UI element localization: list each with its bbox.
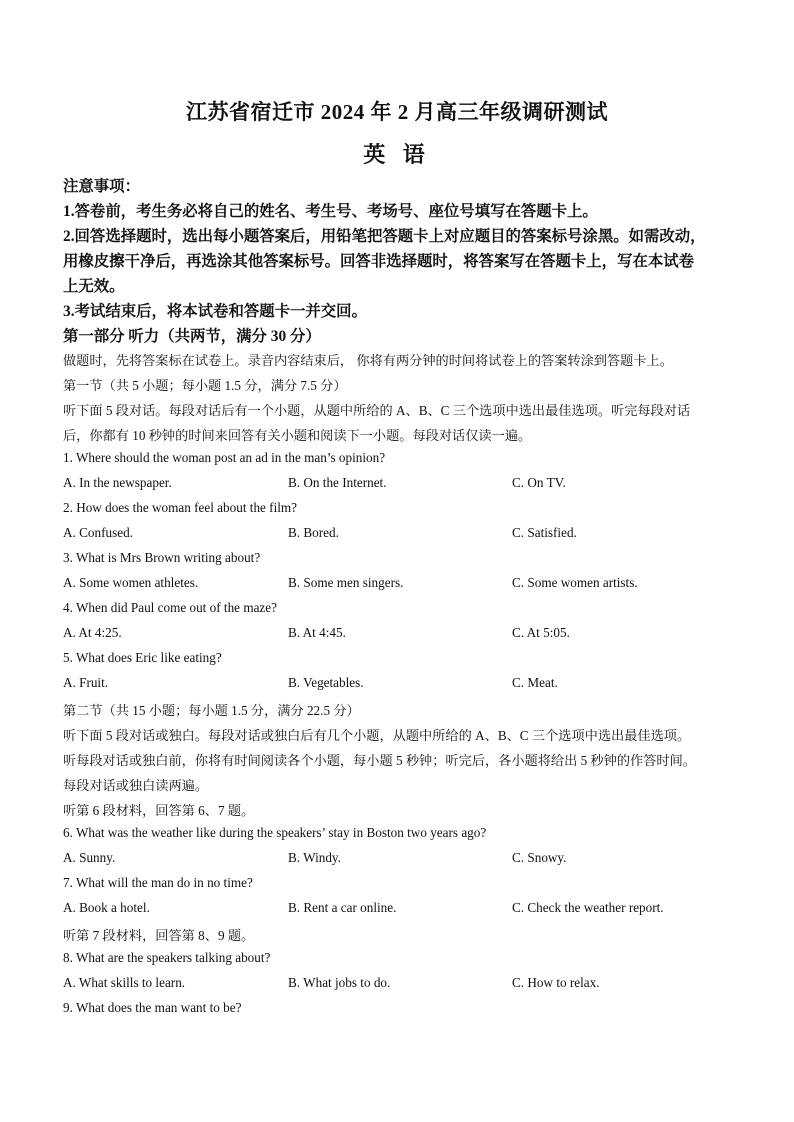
material-6-heading: 听第 6 段材料，回答第 6、7 题。: [63, 803, 255, 818]
notice-item-2-end: 上无效。: [63, 278, 125, 295]
question-7-option-b: B. Rent a car online.: [288, 900, 397, 915]
notice-heading: 注意事项：: [63, 178, 140, 195]
question-7-option-c: C. Check the weather report.: [512, 900, 664, 915]
question-6-option-c: C. Snowy.: [512, 850, 567, 865]
material-7-heading: 听第 7 段材料，回答第 8、9 题。: [63, 928, 255, 943]
notice-item-2-cont: 用橡皮擦干净后，再选涂其他答案标号。回答非选择题时，将答案写在答题卡上，写在本试卷: [63, 253, 695, 270]
question-4: 4. When did Paul come out of the maze?: [63, 600, 277, 615]
exam-title: 江苏省宿迁市 2024 年 2 月高三年级调研测试: [186, 100, 608, 124]
question-3-option-c: C. Some women artists.: [512, 575, 638, 590]
question-4-option-c: C. At 5:05.: [512, 625, 570, 640]
section2-heading: 第二节（共 15 小题；每小题 1.5 分，满分 22.5 分）: [63, 703, 360, 718]
notice-item-1: 1.答卷前，考生务必将自己的姓名、考生号、考场号、座位号填写在答题卡上。: [63, 203, 598, 220]
question-7-option-a: A. Book a hotel.: [63, 900, 150, 915]
section2-instructions: 听下面 5 段对话或独白。每段对话或独白后有几个小题，从题中所给的 A、B、C 三个选项中选出最佳选项。: [63, 728, 691, 743]
question-1-option-a: A. In the newspaper.: [63, 475, 172, 490]
question-5-option-a: A. Fruit.: [63, 675, 109, 690]
question-5-option-c: C. Meat.: [512, 675, 558, 690]
question-8-option-c: C. How to relax.: [512, 975, 600, 990]
question-2-option-c: C. Satisfied.: [512, 525, 577, 540]
section2-instructions-cont: 听每段对话或独白前，你将有时间阅读各个小题，每小题 5 秒钟；听完后，各小题将给出 5 秒钟的作答时间。: [63, 753, 696, 768]
section1-instructions: 听下面 5 段对话。每段对话后有一个小题，从题中所给的 A、B、C 三个选项中选出最佳选项。听完每段对话: [63, 403, 691, 418]
question-5-option-b: B. Vegetables.: [288, 675, 364, 690]
question-8: 8. What are the speakers talking about?: [63, 950, 271, 965]
question-8-option-b: B. What jobs to do.: [288, 975, 391, 990]
notice-item-2: 2.回答选择题时，选出每小题答案后，用铅笔把答题卡上对应题目的答案标号涂黑。如需改动，: [63, 228, 706, 245]
question-3-option-a: A. Some women athletes.: [63, 575, 199, 590]
question-2: 2. How does the woman feel about the film?: [63, 500, 298, 515]
question-3: 3. What is Mrs Brown writing about?: [63, 550, 261, 565]
subject-title: 英 语: [363, 142, 431, 167]
section1-instructions-cont: 后，你都有 10 秒钟的时间来回答有关小题和阅读下一小题。每段对话仅读一遍。: [63, 428, 532, 443]
question-9: 9. What does the man want to be?: [63, 1000, 242, 1015]
question-5: 5. What does Eric like eating?: [63, 650, 222, 665]
question-7: 7. What will the man do in no time?: [63, 875, 253, 890]
question-4-option-b: B. At 4:45.: [288, 625, 346, 640]
question-1-option-b: B. On the Internet.: [288, 475, 387, 490]
question-4-option-a: A. At 4:25.: [63, 625, 122, 640]
question-8-option-a: A. What skills to learn.: [63, 975, 186, 990]
question-3-option-b: B. Some men singers.: [288, 575, 404, 590]
section1-heading: 第一节（共 5 小题；每小题 1.5 分，满分 7.5 分）: [63, 378, 347, 393]
question-1: 1. Where should the woman post an ad in the man’s opinion?: [63, 450, 386, 465]
section2-instructions-end: 每段对话或独白读两遍。: [63, 778, 209, 793]
question-1-option-c: C. On TV.: [512, 475, 566, 490]
question-6-option-a: A. Sunny.: [63, 850, 116, 865]
part1-heading: 第一部分 听力（共两节，满分 30 分）: [63, 328, 321, 345]
question-6-option-b: B. Windy.: [288, 850, 341, 865]
question-6: 6. What was the weather like during the speakers’ stay in Boston two years ago?: [63, 825, 487, 840]
question-2-option-b: B. Bored.: [288, 525, 339, 540]
question-2-option-a: A. Confused.: [63, 525, 133, 540]
notice-item-3: 3.考试结束后，将本试卷和答题卡一并交回。: [63, 303, 367, 320]
part1-intro: 做题时，先将答案标在试卷上。录音内容结束后， 你将有两分钟的时间将试卷上的答案转涂到答题卡上。: [63, 353, 673, 368]
